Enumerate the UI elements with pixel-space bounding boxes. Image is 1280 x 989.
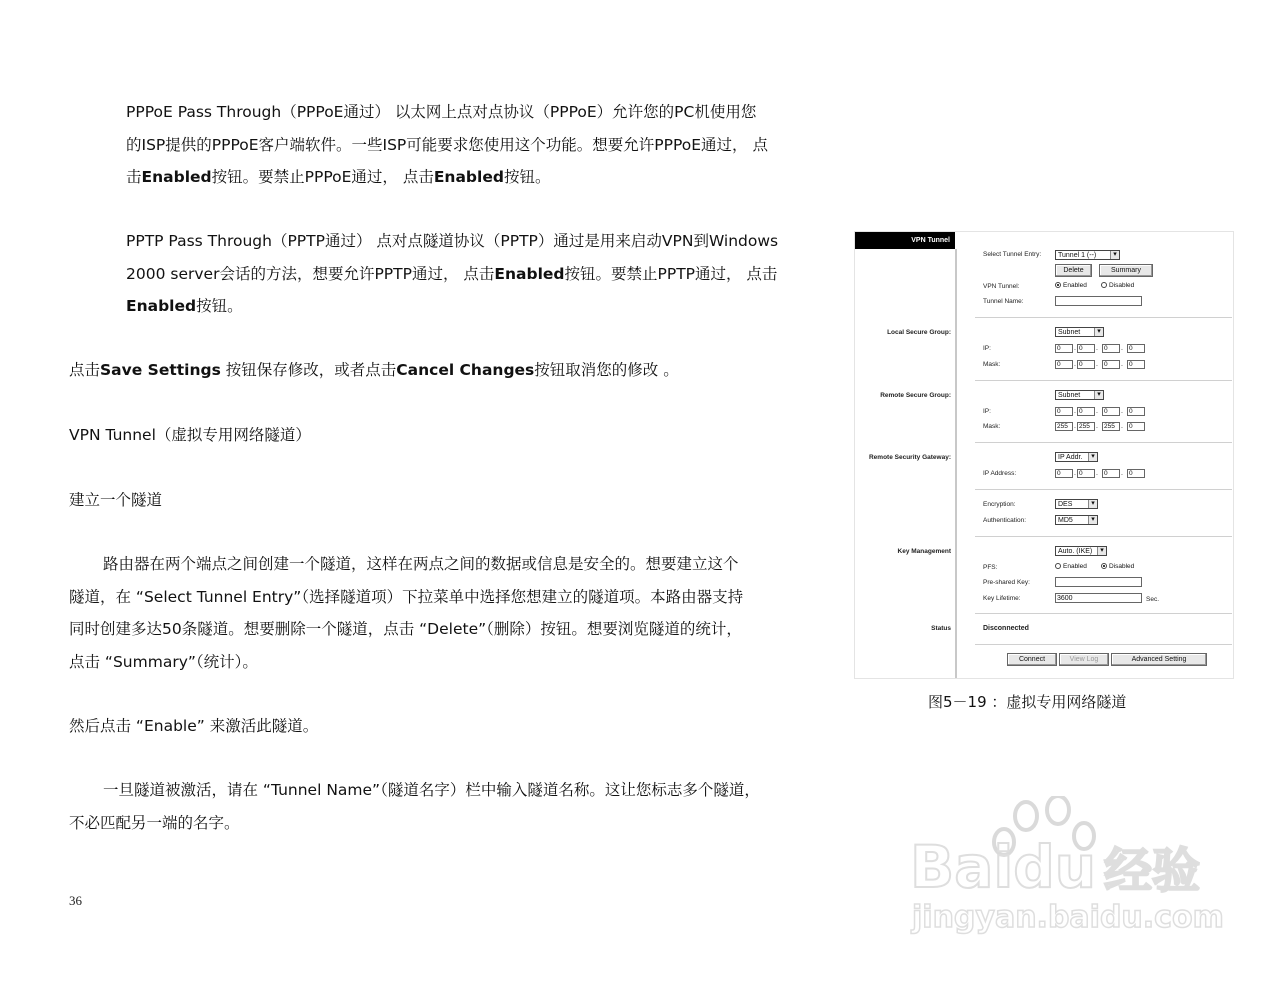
- separator: [975, 613, 1232, 614]
- mask-label: Mask:: [983, 361, 1001, 368]
- ip-octet-input[interactable]: 0: [1077, 344, 1095, 353]
- text-span: 击: [126, 168, 142, 186]
- radio-selected-icon: [1101, 563, 1107, 569]
- bold-text: Enabled: [126, 297, 197, 315]
- status-label: Status: [931, 625, 951, 632]
- text-span: 按钮。: [196, 297, 243, 315]
- paragraph-tunnel-name: [69, 774, 760, 839]
- bold-text: Cancel Changes: [396, 361, 535, 379]
- separator: [975, 317, 1232, 318]
- text-line: 点击 “Summary”（统计）。: [69, 652, 258, 671]
- key-lifetime-input[interactable]: 3600: [1055, 593, 1142, 603]
- ip-dot: .: [1096, 361, 1098, 368]
- ip-address-label: IP Address:: [983, 470, 1017, 477]
- paragraph-pptp: [126, 225, 778, 323]
- preshared-key-label: Pre-shared Key:: [983, 579, 1030, 586]
- text-line: [126, 258, 778, 291]
- key-management-label: Key Management: [897, 548, 951, 555]
- radio-label: Disabled: [1109, 282, 1135, 289]
- local-secure-group-label: Local Secure Group:: [887, 329, 951, 336]
- ip-octet-input[interactable]: 0: [1055, 469, 1073, 478]
- figure-caption: 图5－19 ：虚拟专用网络隧道: [928, 693, 1127, 711]
- ip-dot: .: [1121, 361, 1123, 368]
- status-value: Disconnected: [983, 625, 1029, 632]
- text-span: 按钮。要禁止PPPoE通过， 点击: [211, 168, 434, 186]
- paragraph-pppoe: [126, 96, 768, 161]
- ip-dot: .: [1074, 423, 1076, 430]
- vpn-tunnel-figure: [854, 231, 1234, 679]
- radio-label: Enabled: [1063, 563, 1087, 570]
- ip-octet-input[interactable]: 0: [1127, 422, 1145, 431]
- bold-text: Save Settings: [100, 361, 221, 379]
- text-span: 按钮取消您的修改 。: [534, 361, 679, 379]
- ip-octet-input[interactable]: 0: [1055, 344, 1073, 353]
- paragraph-router: [69, 548, 743, 678]
- ip-dot: .: [1096, 345, 1098, 352]
- authentication-select[interactable]: MD5 ▾: [1055, 515, 1098, 525]
- ip-dot: .: [1096, 408, 1098, 415]
- paragraph-save: [69, 354, 679, 387]
- ip-dot: .: [1121, 345, 1123, 352]
- ip-label: IP:: [983, 345, 991, 352]
- remote-type-select[interactable]: Subnet ▾: [1055, 390, 1104, 400]
- baidu-watermark: [898, 796, 1224, 946]
- text-span: 按钮。: [503, 168, 551, 186]
- pfs-disabled-radio[interactable]: [1101, 563, 1134, 570]
- ip-octet-input[interactable]: 0: [1077, 407, 1095, 416]
- preshared-key-input[interactable]: [1055, 577, 1142, 587]
- advanced-setting-button[interactable]: Advanced Setting: [1111, 653, 1207, 666]
- encryption-select[interactable]: DES ▾: [1055, 499, 1098, 509]
- ip-dot: .: [1096, 423, 1098, 430]
- authentication-label: Authentication:: [983, 517, 1027, 524]
- ip-dot: .: [1096, 470, 1098, 477]
- ip-label: IP:: [983, 408, 991, 415]
- bold-text: Enabled: [494, 264, 565, 283]
- encryption-label: Encryption:: [983, 501, 1016, 508]
- seconds-unit: Sec.: [1146, 596, 1160, 603]
- ip-octet-input[interactable]: 0: [1055, 360, 1073, 369]
- select-tunnel-label: Select Tunnel Entry:: [983, 251, 1042, 258]
- ip-octet-input[interactable]: 0: [1102, 360, 1120, 369]
- heading-create-tunnel: 建立一个隧道: [69, 491, 163, 509]
- ip-dot: .: [1074, 361, 1076, 368]
- ip-octet-input[interactable]: 0: [1102, 344, 1120, 353]
- vpn-tunnel-label: VPN Tunnel:: [983, 283, 1020, 290]
- key-lifetime-label: Key Lifetime:: [983, 595, 1021, 602]
- ip-dot: .: [1074, 345, 1076, 352]
- ip-octet-input[interactable]: 0: [1077, 360, 1095, 369]
- page-number: 36: [69, 893, 82, 908]
- ip-octet-input[interactable]: 0: [1127, 469, 1145, 478]
- text-line: 同时创建多达50条隧道。想要删除一个隧道，点击 “Delete”（删除）按钮。想要浏览隧道的统计，: [69, 620, 742, 638]
- paragraph-enable: 然后点击 “Enable” 来激活此隧道。: [69, 717, 319, 735]
- separator: [975, 536, 1232, 537]
- watermark-brand: [910, 832, 1200, 901]
- paragraph-pppoe-l3: [126, 161, 550, 194]
- key-mgmt-select[interactable]: Auto. (IKE) ▾: [1055, 546, 1107, 556]
- ip-dot: .: [1121, 408, 1123, 415]
- ip-dot: .: [1074, 408, 1076, 415]
- text-line: [126, 290, 778, 323]
- watermark-url: jingyan.baidu.com: [912, 900, 1224, 935]
- text-span: 按钮。要禁止PPTP通过， 点击: [564, 264, 778, 283]
- ip-octet-input[interactable]: 255: [1077, 422, 1095, 431]
- tunnel-name-input[interactable]: [1055, 296, 1142, 306]
- pfs-enabled-radio[interactable]: [1055, 563, 1087, 570]
- text-line: PPPoE Pass Through（PPPoE通过） 以太网上点对点协议（PPPoE）允许您的PC机使用您: [126, 103, 757, 121]
- ip-octet-input[interactable]: 0: [1055, 407, 1073, 416]
- text-line: 的ISP提供的PPPoE客户端软件。一些ISP可能要求您使用这个功能。想要允许PPPoE通过， 点: [126, 135, 768, 154]
- remote-gateway-label: Remote Security Gateway:: [868, 454, 951, 461]
- text-span: 点击: [69, 361, 101, 379]
- radio-selected-icon: [1055, 282, 1061, 288]
- ip-octet-input[interactable]: 255: [1102, 422, 1120, 431]
- radio-icon: [1055, 563, 1061, 569]
- text-line: 一旦隧道被激活，请在 “Tunnel Name”（隧道名字）栏中输入隧道名称。这让您标志多个隧道，: [103, 781, 760, 799]
- local-type-select[interactable]: Subnet ▾: [1055, 327, 1104, 337]
- text-span: 按钮保存修改，或者点击: [220, 361, 397, 379]
- ip-octet-input[interactable]: 0: [1127, 407, 1145, 416]
- vpn-disabled-radio[interactable]: [1101, 282, 1134, 289]
- text-line: 路由器在两个端点之间创建一个隧道，这样在两点之间的数据或信息是安全的。想要建立这个: [103, 555, 739, 573]
- separator: [975, 644, 1232, 645]
- separator: [975, 442, 1232, 443]
- ip-octet-input[interactable]: 0: [1127, 344, 1145, 353]
- ip-dot: .: [1121, 423, 1123, 430]
- separator: [975, 489, 1232, 490]
- brand-suffix: 经验: [1104, 843, 1201, 899]
- radio-label: Disabled: [1109, 563, 1135, 570]
- summary-button[interactable]: Summary: [1099, 264, 1153, 277]
- bold-text: Enabled: [433, 168, 504, 186]
- figure-header: VPN Tunnel: [855, 232, 955, 249]
- mask-label: Mask:: [983, 423, 1001, 430]
- brand-text: Baidu: [910, 833, 1097, 901]
- connect-button[interactable]: Connect: [1007, 653, 1057, 666]
- ip-octet-input[interactable]: 0: [1102, 469, 1120, 478]
- separator: [975, 380, 1232, 381]
- tunnel-entry-select[interactable]: Tunnel 1 (--) ▾: [1055, 250, 1120, 260]
- ip-octet-input[interactable]: 255: [1055, 422, 1073, 431]
- text-line: 隧道，在 “Select Tunnel Entry”（选择隧道项）下拉菜单中选择您想建立的隧道项。本路由器支持: [69, 587, 744, 606]
- divider: [955, 249, 957, 678]
- heading-vpn-tunnel: VPN Tunnel（虚拟专用网络隧道）: [69, 426, 311, 444]
- pfs-label: PFS:: [983, 564, 998, 571]
- delete-button[interactable]: Delete: [1055, 264, 1092, 277]
- ip-dot: .: [1121, 470, 1123, 477]
- text-line: 不必匹配另一端的名字。: [69, 813, 240, 832]
- ip-octet-input[interactable]: 0: [1102, 407, 1120, 416]
- vpn-enabled-radio[interactable]: [1055, 282, 1087, 289]
- text-span: 2000 server会话的方法，想要允许PPTP通过， 点击: [126, 264, 495, 283]
- remote-secure-group-label: Remote Secure Group:: [880, 392, 951, 399]
- tunnel-name-label: Tunnel Name:: [983, 298, 1024, 305]
- gateway-type-select[interactable]: IP Addr. ▾: [1055, 452, 1098, 462]
- bold-text: Enabled: [141, 168, 212, 186]
- radio-icon: [1101, 282, 1107, 288]
- ip-dot: .: [1074, 470, 1076, 477]
- ip-octet-input[interactable]: 0: [1127, 360, 1145, 369]
- radio-label: Enabled: [1063, 282, 1087, 289]
- ip-octet-input[interactable]: 0: [1077, 469, 1095, 478]
- text-line: PPTP Pass Through（PPTP通过） 点对点隧道协议（PPTP）通过是用来启动VPN到Windows: [126, 232, 779, 250]
- view-log-button[interactable]: View Log: [1059, 653, 1109, 666]
